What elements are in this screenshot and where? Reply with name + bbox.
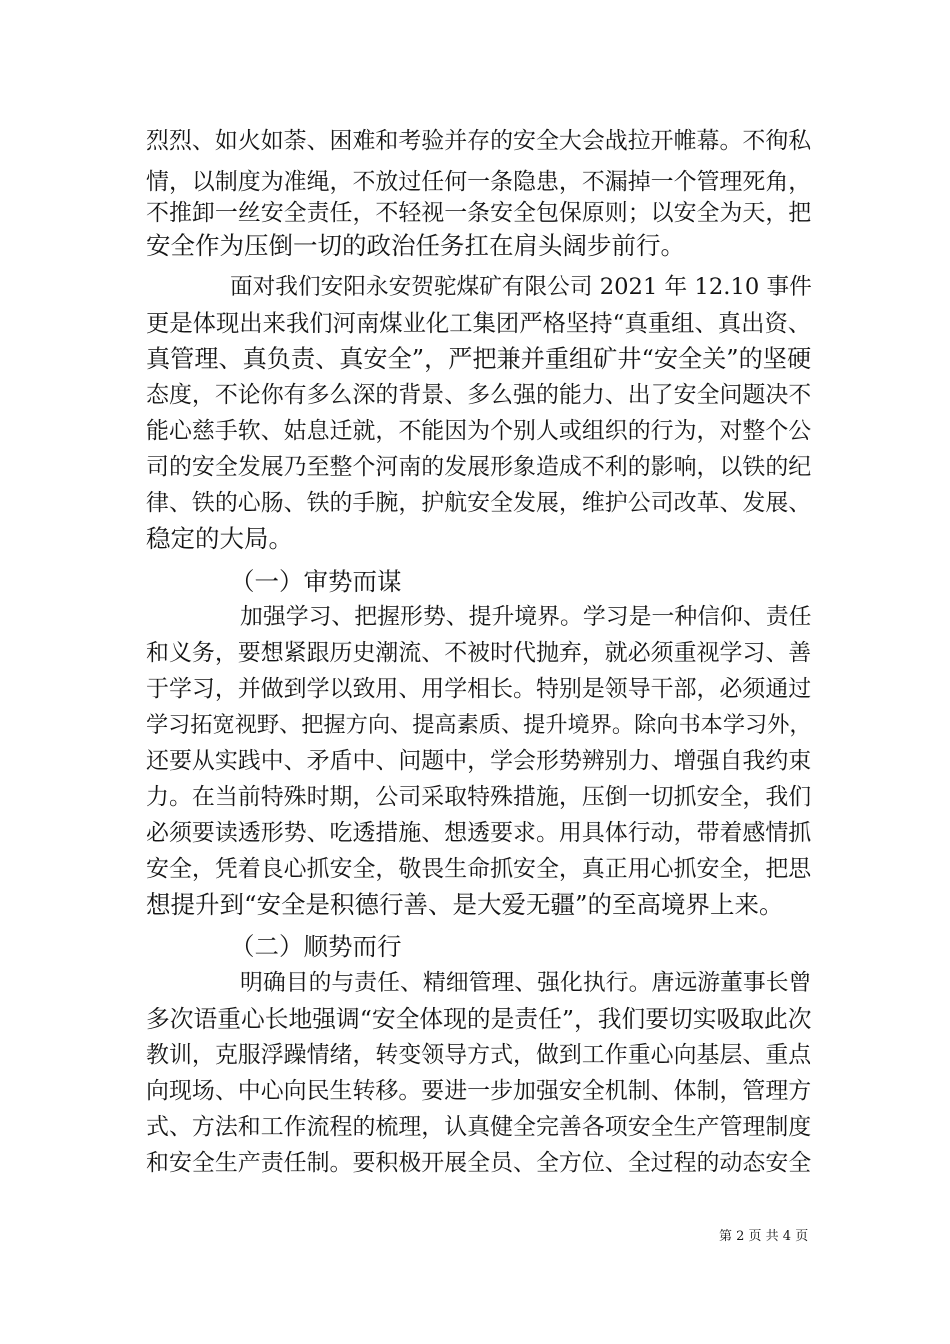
text-line: 更是体现出来我们河南煤业化工集团严格坚持“真重组、真出资、 xyxy=(146,309,812,337)
text-line: 烈烈、如火如荼、困难和考验并存的安全大会战拉开帷幕。不徇私 xyxy=(146,128,812,154)
text-line: 律、铁的心肠、铁的手腕，护航安全发展，维护公司改革、发展、 xyxy=(146,490,812,516)
text-line: 不推卸一丝安全责任，不轻视一条安全包保原则；以安全为天，把 xyxy=(146,200,812,226)
text-line: 真管理、真负责、真安全”，严把兼并重组矿井“安全关”的坚硬 xyxy=(146,345,812,373)
text-line: 必须要读透形势、吃透措施、想透要求。用具体行动，带着感情抓 xyxy=(146,820,812,846)
text-line: 和义务，要想紧跟历史潮流、不被时代抛弃，就必须重视学习、善 xyxy=(146,640,812,666)
text-line: 司的安全发展乃至整个河南的发展形象造成不利的影响，以铁的纪 xyxy=(146,454,812,480)
text-line: 学习拓宽视野、把握方向、提高素质、提升境界。除向书本学习外， xyxy=(146,712,812,738)
text-line: 还要从实践中、矛盾中、问题中，学会形势辨别力、增强自我约束 xyxy=(146,748,812,774)
text-line: 稳定的大局。 xyxy=(146,524,293,553)
text-line: 情，以制度为准绳，不放过任何一条隐患，不漏掉一个管理死角， xyxy=(146,169,812,195)
text-line: 能心慈手软、姑息迁就，不能因为个别人或组织的行为，对整个公 xyxy=(146,418,812,444)
paragraph-first-line: 加强学习、把握形势、提升境界。学习是一种信仰、责任 xyxy=(240,604,812,630)
text-line: 向现场、中心向民生转移。要进一步加强安全机制、体制，管理方 xyxy=(146,1078,812,1104)
text-line: 于学习，并做到学以致用、用学相长。特别是领导干部，必须通过 xyxy=(146,676,812,702)
paragraph-first-line: 面对我们安阳永安贺驼煤矿有限公司 2021 年 12.10 事件 xyxy=(230,274,812,300)
text-line: 安全，凭着良心抓安全，敬畏生命抓安全，真正用心抓安全，把思 xyxy=(146,856,812,882)
text-line: 教训，克服浮躁情绪，转变领导方式，做到工作重心向基层、重点 xyxy=(146,1042,812,1068)
section-heading: （二）顺势而行 xyxy=(230,932,402,961)
text-line: 多次语重心长地强调“安全体现的是责任”，我们要切实吸取此次 xyxy=(146,1005,812,1033)
text-line: 安全作为压倒一切的政治任务扛在肩头阔步前行。 xyxy=(146,231,685,260)
page-number-footer: 第 2 页 共 4 页 xyxy=(719,1229,809,1244)
text-line: 式、方法和工作流程的梳理，认真健全完善各项安全生产管理制度 xyxy=(146,1114,812,1140)
text-line: 力。在当前特殊时期，公司采取特殊措施，压倒一切抓安全，我们 xyxy=(146,784,812,810)
paragraph-first-line: 明确目的与责任、精细管理、强化执行。唐远游董事长曾 xyxy=(240,970,812,996)
section-heading: （一）审势而谋 xyxy=(230,567,402,596)
text-line: 想提升到“安全是积德行善、是大爱无疆”的至高境界上来。 xyxy=(146,890,784,919)
text-line: 态度，不论你有多么深的背景、多么强的能力、出了安全问题决不 xyxy=(146,382,812,408)
text-line: 和安全生产责任制。要积极开展全员、全方位、全过程的动态安全 xyxy=(146,1150,812,1176)
